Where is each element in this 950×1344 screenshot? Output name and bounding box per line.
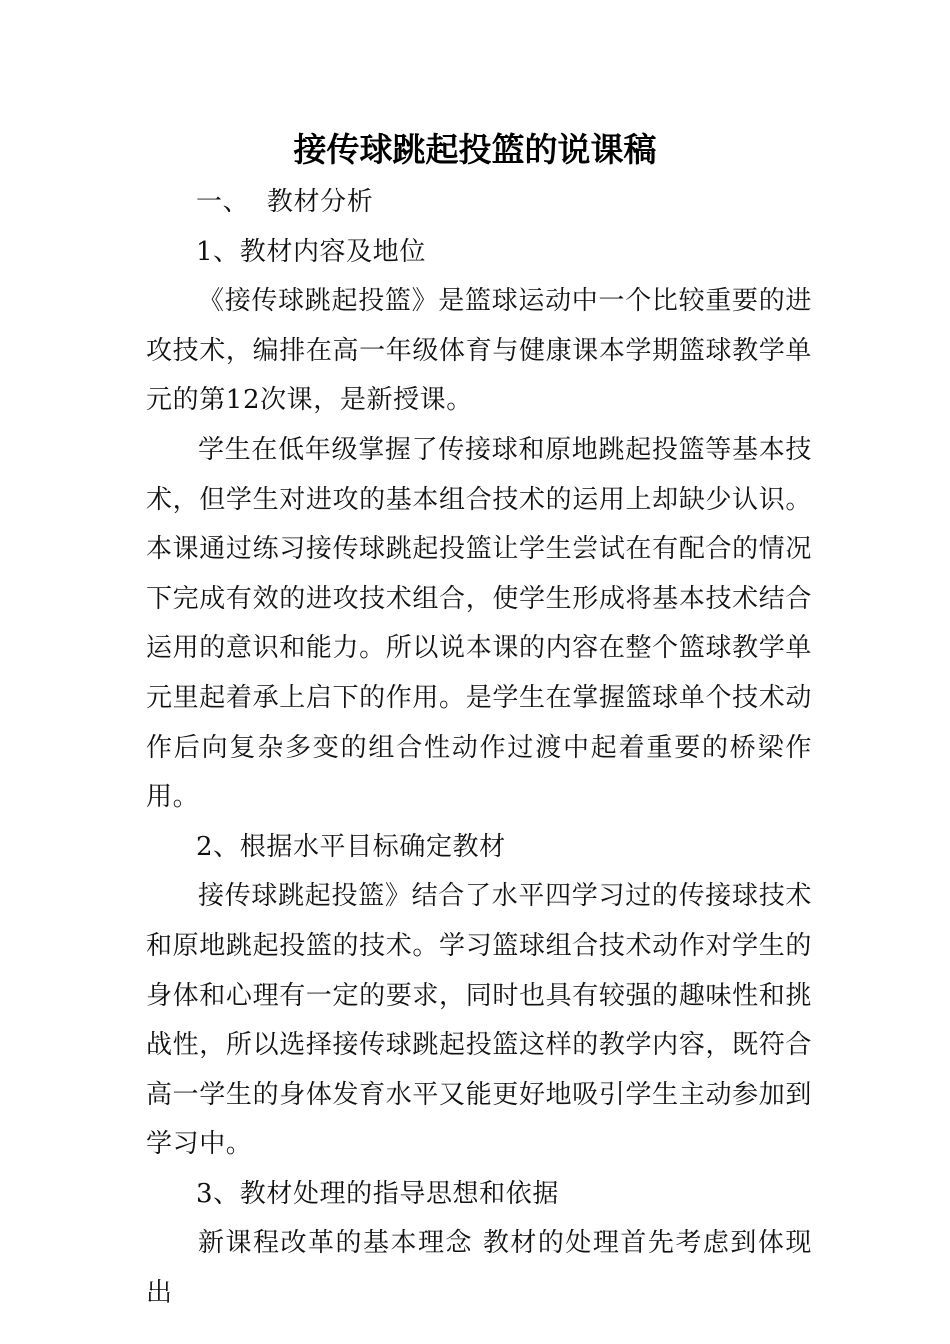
document-body — [146, 178, 812, 1319]
paragraph-level-goal: 接传球跳起投篮》结合了水平四学习过的传接球技术和原地跳起投篮的技术。学习篮球组合技术动作对学生的身体和心理有一定的要求，同时也具有较强的趣味性和挑战性，所以选择接传球跳起投篮这样的教学内容，既符合高一学生的身体发育水平又能更好地吸引学生主动参加到学习中。 — [146, 881, 812, 1160]
subheading-content-and-position: 1、教材内容及地位 — [196, 236, 426, 267]
section-heading-teaching-material-analysis: 一、 教材分析 — [196, 187, 374, 217]
paragraph-content-position-2: 学生在低年级掌握了传接球和原地跳起投篮等基本技术，但学生对进攻的基本组合技术的运用上却缺少认识。本课通过练习接传球跳起投篮让学生尝试在有配合的情况下完成有效的进攻技术组合，使学生形成将基本技术结合运用的意识和能力。所以说本课的内容在整个篮球教学单元里起着承上启下的作用。是学生在掌握篮球单个技术动作后向复杂多变的组合性动作过渡中起着重要的桥梁作用。 — [146, 434, 812, 813]
paragraph-content-position-1: 《接传球跳起投篮》是篮球运动中一个比较重要的进攻技术，编排在高一年级体育与健康课本学期篮球教学单元的第12次课，是新授课。 — [146, 286, 812, 416]
paragraph-guiding-principles: 新课程改革的基本理念 教材的处理首先考虑到体现出 — [146, 1228, 812, 1309]
subheading-level-goal: 2、根据水平目标确定教材 — [196, 831, 506, 862]
document-title: 接传球跳起投篮的说课稿 — [293, 130, 657, 169]
subheading-guiding-principles: 3、教材处理的指导思想和依据 — [196, 1178, 559, 1209]
